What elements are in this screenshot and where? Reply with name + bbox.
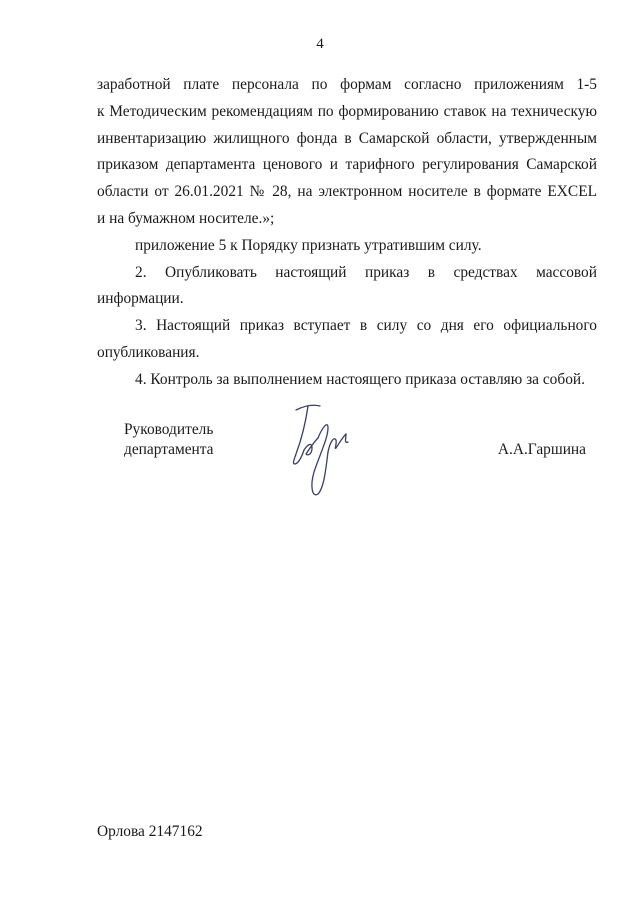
- handwritten-signature-icon: [282, 398, 354, 506]
- text-line: приложение 5 к Порядку признать утратившим силу.: [135, 236, 482, 254]
- signer-title-line-2: департамента: [124, 441, 214, 458]
- text-line: и на бумажном носителе.»;: [97, 209, 275, 227]
- text-line: приказом департамента ценового и тарифного регулирования Самарской: [97, 156, 597, 174]
- signer-title-line-1: Руководитель: [124, 421, 214, 438]
- text-line: области от 26.01.2021 № 28, на электронном носителе в формате EXCEL: [97, 183, 597, 201]
- text-line: опубликования.: [97, 343, 200, 361]
- paragraph-3: [97, 260, 597, 314]
- text-line: 2. Опубликовать настоящий приказ в средствах массовой: [135, 263, 597, 281]
- text-line: инвентаризацию жилищного фонда в Самарской области, утвержденным: [97, 129, 597, 147]
- text-line: 4. Контроль за выполнением настоящего приказа оставляю за собой.: [135, 370, 585, 388]
- document-body: [97, 72, 597, 394]
- executor-contact: Орлова 2147162: [97, 823, 203, 840]
- text-line: 3. Настоящий приказ вступает в силу со дня его официального: [135, 317, 597, 335]
- paragraph-2: [97, 233, 597, 260]
- paragraph-4: [97, 313, 597, 367]
- signer-title: [124, 420, 214, 460]
- paragraph-5: [97, 367, 597, 394]
- text-line: заработной плате персонала по формам согласно приложениям 1-5: [97, 76, 597, 93]
- text-line: информации.: [97, 290, 184, 308]
- text-line: к Методическим рекомендациям по формированию ставок на техническую: [97, 102, 597, 120]
- paragraph-1: [97, 72, 597, 233]
- signer-name: А.А.Гаршина: [497, 441, 586, 458]
- page-number: 4: [316, 36, 324, 52]
